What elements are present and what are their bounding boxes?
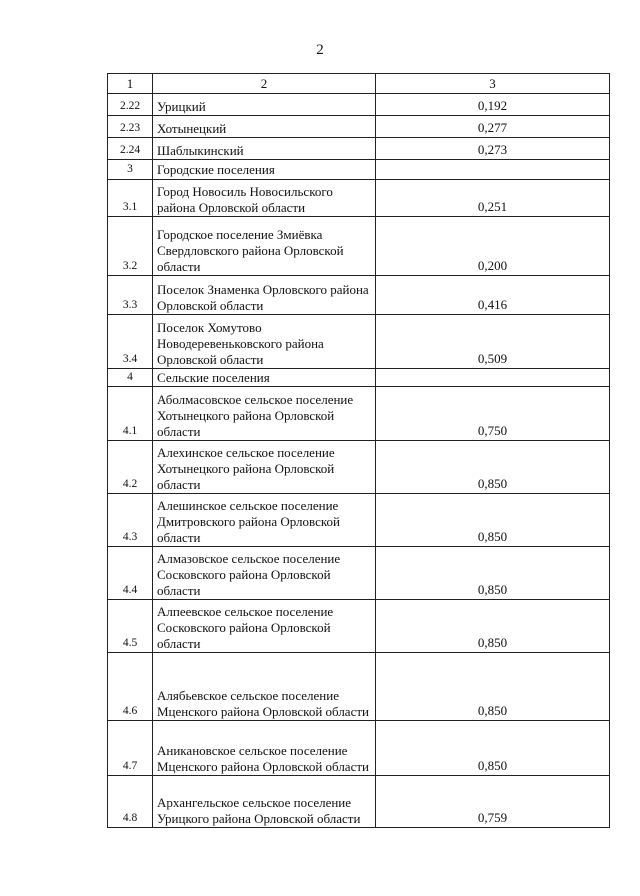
row-value: 0,850 (376, 653, 610, 721)
table-row (108, 217, 610, 276)
row-value: 0,850 (376, 494, 610, 547)
table-row (108, 138, 610, 160)
row-number: 4.6 (108, 653, 153, 721)
row-value: 0,850 (376, 547, 610, 600)
row-number: 4.2 (108, 441, 153, 494)
table-header-row (108, 74, 610, 94)
table-row (108, 721, 610, 776)
table-row (108, 776, 610, 828)
section-row (108, 160, 610, 180)
row-number: 3 (108, 160, 153, 180)
row-value: 0,850 (376, 441, 610, 494)
row-name: Хотынецкий (153, 116, 376, 138)
row-value (376, 369, 610, 387)
row-number: 4.3 (108, 494, 153, 547)
row-name: Алехинское сельское поселение Хотынецкого района Орловской области (153, 441, 376, 494)
row-name: Городские поселения (153, 160, 376, 180)
row-value: 0,192 (376, 94, 610, 116)
column-header-2: 2 (153, 74, 376, 94)
row-number: 4.8 (108, 776, 153, 828)
row-value: 0,200 (376, 217, 610, 276)
column-header-3: 3 (376, 74, 610, 94)
table-row (108, 441, 610, 494)
row-value: 0,759 (376, 776, 610, 828)
row-value: 0,277 (376, 116, 610, 138)
table-row (108, 387, 610, 441)
row-value: 0,273 (376, 138, 610, 160)
table-row (108, 653, 610, 721)
row-name: Городское поселение Змиёвка Свердловского района Орловской области (153, 217, 376, 276)
table-row (108, 276, 610, 315)
row-name: Алябьевское сельское поселение Мценского района Орловской области (153, 653, 376, 721)
row-name: Шаблыкинский (153, 138, 376, 160)
section-row (108, 369, 610, 387)
table-row (108, 547, 610, 600)
row-value: 0,750 (376, 387, 610, 441)
row-value: 0,251 (376, 180, 610, 217)
row-number: 3.2 (108, 217, 153, 276)
row-number: 4.7 (108, 721, 153, 776)
row-name: Алмазовское сельское поселение Сосковского района Орловской области (153, 547, 376, 600)
row-name: Урицкий (153, 94, 376, 116)
table-row (108, 494, 610, 547)
row-name: Алпеевское сельское поселение Сосковского района Орловской области (153, 600, 376, 653)
row-name: Архангельское сельское поселение Урицкого района Орловской области (153, 776, 376, 828)
row-number: 4.5 (108, 600, 153, 653)
row-number: 2.23 (108, 116, 153, 138)
row-value (376, 160, 610, 180)
row-name: Алешинское сельское поселение Дмитровского района Орловской области (153, 494, 376, 547)
row-name: Сельские поселения (153, 369, 376, 387)
table-body (108, 94, 610, 828)
row-number: 2.22 (108, 94, 153, 116)
table-row (108, 116, 610, 138)
row-name: Поселок Хомутово Новодеревеньковского района Орловской области (153, 315, 376, 369)
row-number: 3.1 (108, 180, 153, 217)
row-value: 0,416 (376, 276, 610, 315)
row-name: Аникановское сельское поселение Мценского района Орловской области (153, 721, 376, 776)
row-number: 4.1 (108, 387, 153, 441)
row-value: 0,850 (376, 600, 610, 653)
table-row (108, 315, 610, 369)
column-header-1: 1 (108, 74, 153, 94)
row-number: 3.3 (108, 276, 153, 315)
coefficients-table (107, 73, 610, 828)
table-row (108, 180, 610, 217)
row-value: 0,509 (376, 315, 610, 369)
row-number: 3.4 (108, 315, 153, 369)
row-number: 4.4 (108, 547, 153, 600)
row-name: Город Новосиль Новосильского района Орловской области (153, 180, 376, 217)
row-number: 4 (108, 369, 153, 387)
table-row (108, 94, 610, 116)
table-row (108, 600, 610, 653)
row-name: Поселок Знаменка Орловского района Орловской области (153, 276, 376, 315)
row-number: 2.24 (108, 138, 153, 160)
page-number: 2 (316, 42, 324, 58)
row-name: Аболмасовское сельское поселение Хотынецкого района Орловской области (153, 387, 376, 441)
row-value: 0,850 (376, 721, 610, 776)
